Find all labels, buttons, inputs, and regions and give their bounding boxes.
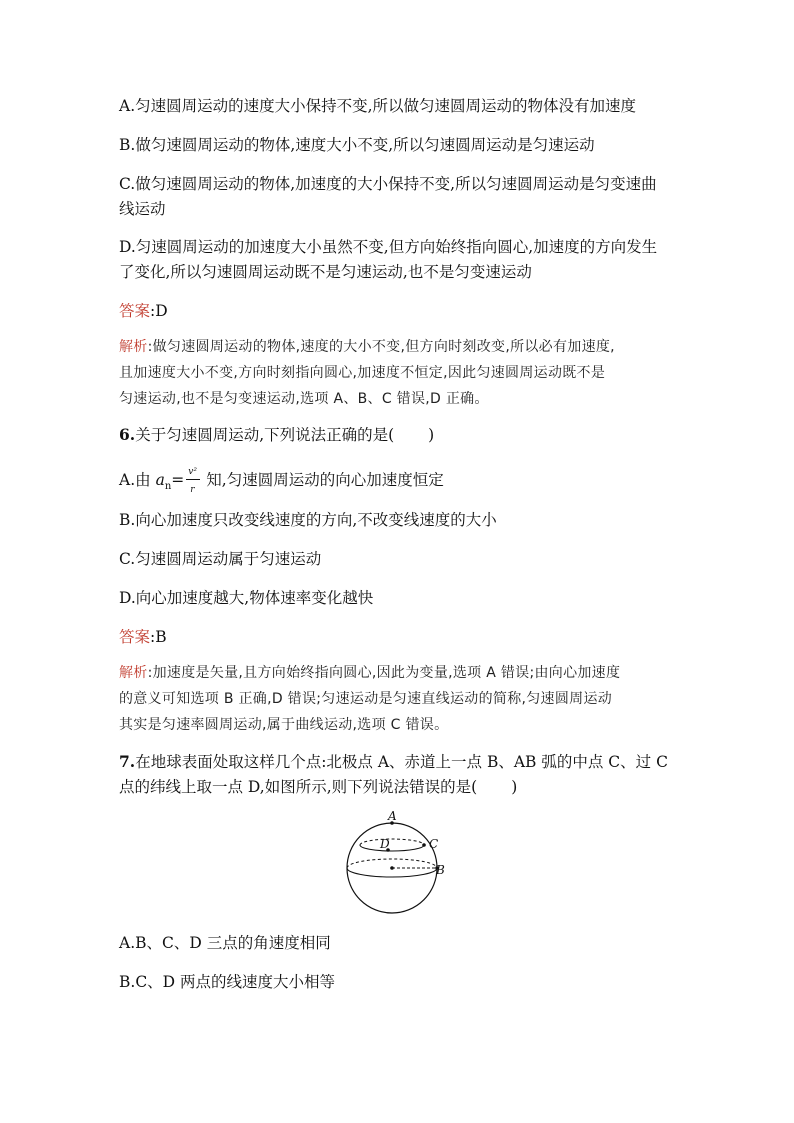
q6-option-d: D.向心加速度越大,物体速率变化越快	[119, 589, 374, 607]
option-a-text: A.匀速圆周运动的速度大小保持不变,所以做匀速圆周运动的物体没有加速度	[119, 97, 637, 115]
solution-block	[119, 334, 679, 412]
fraction-denominator: r	[190, 485, 195, 495]
solution-line: 且加速度大小不变,方向时刻指向圆心,加速度不恒定,因此匀速圆周运动既不是	[119, 365, 606, 381]
solution-label: 解析	[119, 339, 148, 355]
formula-sub: n	[164, 481, 172, 493]
latitude-front	[360, 845, 424, 851]
question-stem-text: 点的纬线上取一点 D,如图所示,则下列说法错误的是(	[119, 778, 478, 796]
option-c-text: C.做匀速圆周运动的物体,加速度的大小保持不变,所以匀速圆周运动是匀变速曲	[119, 175, 657, 193]
question-number: 7.	[119, 752, 136, 771]
fraction-numerator: v²	[188, 467, 197, 477]
solution-line: 的意义可知选项 B 正确,D 错误;匀速运动是匀速直线运动的简称,匀速圆周运动	[119, 691, 613, 707]
question-7-stem-cont	[119, 777, 517, 797]
earth-sphere-figure	[330, 806, 460, 918]
label-a: A	[388, 809, 397, 823]
option-b-text: B.做匀速圆周运动的物体,速度大小不变,所以匀速圆周运动是匀速运动	[119, 136, 595, 154]
point-c	[422, 843, 426, 847]
q6-option-c: C.匀速圆周运动属于匀速运动	[119, 550, 322, 568]
solution-line: :做匀速圆周运动的物体,速度的大小不变,但方向时刻改变,所以必有加速度,	[147, 339, 615, 355]
question-7-stem	[119, 752, 668, 772]
label-d: D	[380, 837, 390, 851]
label-c: C	[429, 837, 439, 851]
answer-value: :B	[150, 628, 167, 646]
question-6-stem	[119, 425, 434, 445]
label-b: B	[436, 863, 445, 877]
formula-fraction	[184, 467, 206, 495]
question-paren-close: )	[511, 778, 518, 796]
solution-line: 匀速运动,也不是匀变速运动,选项 A、B、C 错误,D 正确。	[119, 391, 489, 407]
solution-line: :加速度是矢量,且方向始终指向圆心,因此为变量,选项 A 错误;由向心加速度	[147, 665, 621, 681]
formula-eq: =	[171, 471, 185, 489]
option-a-prefix: A.由	[119, 471, 156, 489]
solution-line: 其实是匀速率圆周运动,属于曲线运动,选项 C 错误。	[119, 717, 449, 733]
answer-label: 答案	[119, 302, 151, 320]
latitude-back	[360, 839, 424, 845]
option-d-text: D.匀速圆周运动的加速度大小虽然不变,但方向始终指向圆心,加速度的方向发生	[119, 238, 658, 256]
solution-label: 解析	[119, 665, 148, 681]
formula-var: a	[155, 471, 165, 489]
q7-option-a: A.B、C、D 三点的角速度相同	[119, 934, 331, 952]
question-stem-text: 在地球表面处取这样几个点:北极点 A、赤道上一点 B、AB 弧的中点 C、过 C	[135, 753, 668, 771]
question-number: 6.	[119, 425, 136, 444]
answer-label: 答案	[119, 628, 151, 646]
q6-solution-block	[119, 660, 679, 738]
answer-value: :D	[150, 302, 168, 320]
option-c-text-cont: 线运动	[119, 200, 166, 218]
answer-line	[119, 301, 168, 321]
option-a-suffix: 知,匀速圆周运动的向心加速度恒定	[206, 471, 444, 489]
q6-answer-line	[119, 627, 167, 647]
q6-option-a	[119, 467, 444, 497]
q6-option-b: B.向心加速度只改变线速度的方向,不改变线速度的大小	[119, 511, 497, 529]
option-d-text-cont: 了变化,所以匀速圆周运动既不是匀速运动,也不是匀变速运动	[119, 263, 532, 281]
question-stem-text: 关于匀速圆周运动,下列说法正确的是(	[135, 426, 395, 444]
question-paren-close: )	[428, 426, 435, 444]
q7-option-b: B.C、D 两点的线速度大小相等	[119, 973, 336, 991]
